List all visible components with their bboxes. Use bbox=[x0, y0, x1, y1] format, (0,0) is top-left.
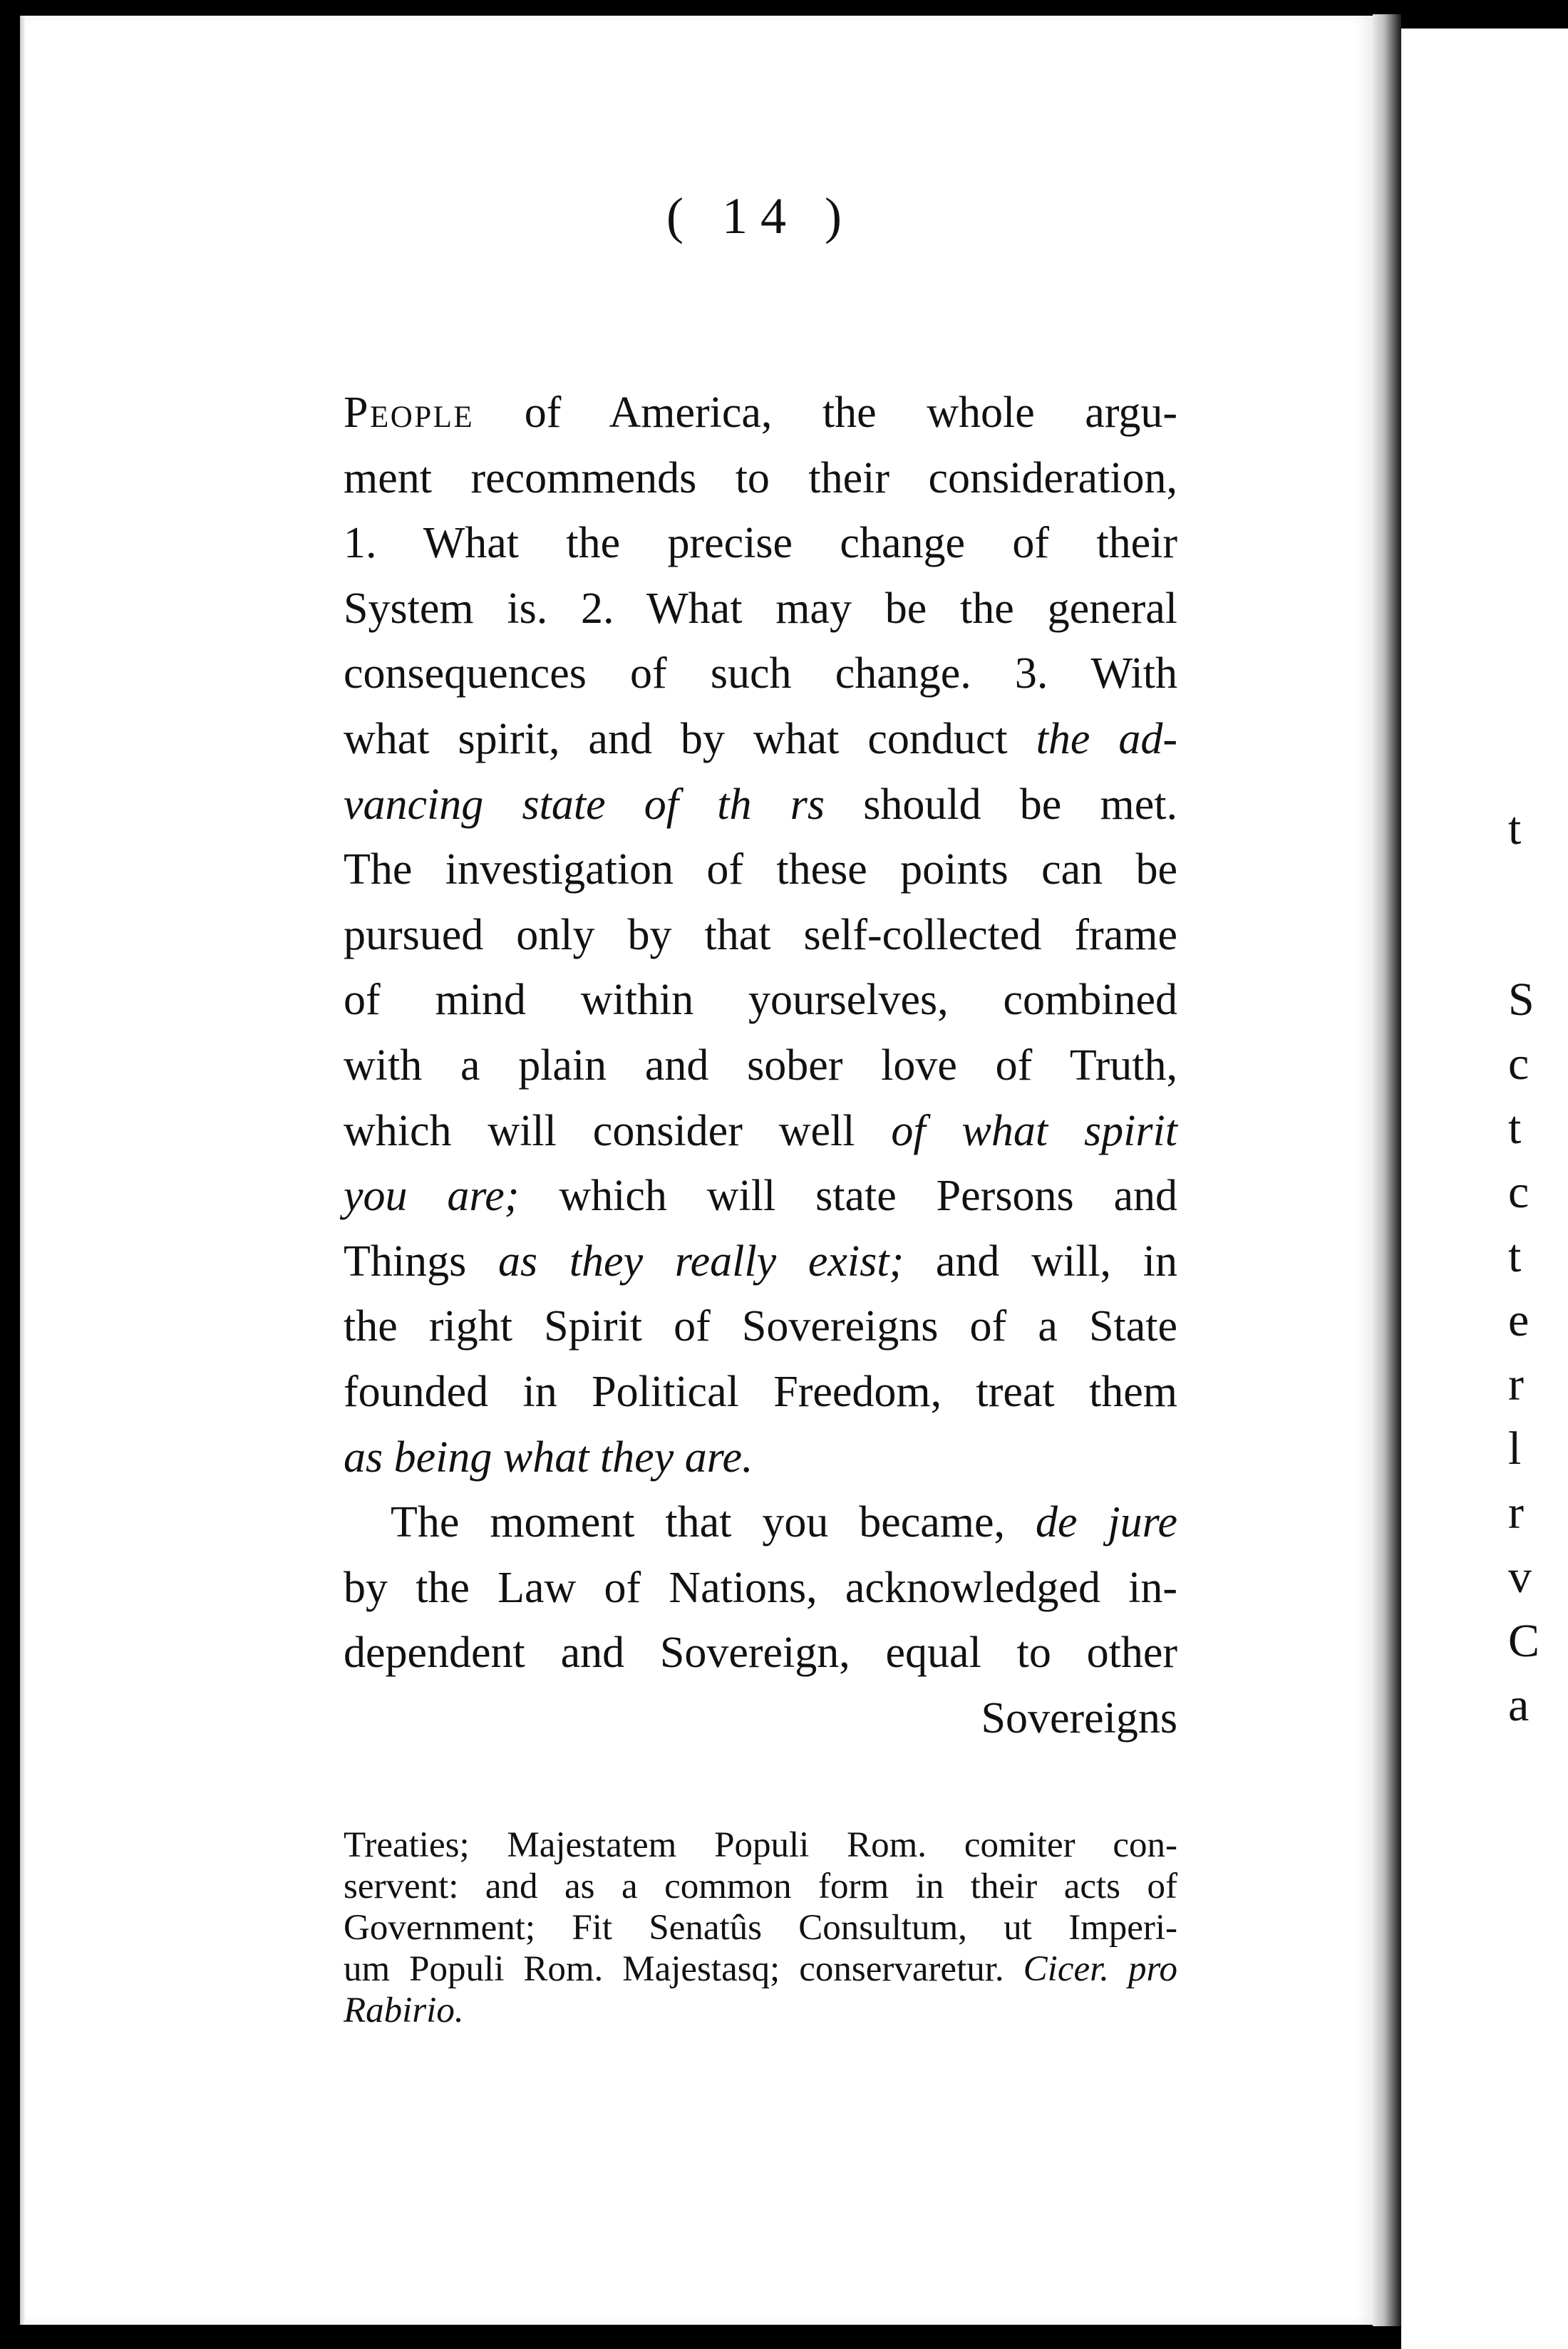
text-run: Things bbox=[344, 1237, 498, 1286]
text-run: 1. What the precise change of their bbox=[344, 519, 1177, 568]
text-run: should be met. bbox=[824, 780, 1178, 829]
page-fold-edge bbox=[1373, 14, 1401, 2326]
italic-text: you are; bbox=[344, 1172, 520, 1221]
adjacent-page-letter: a bbox=[1508, 1679, 1530, 1731]
text-run: System is. 2. What may be the general bbox=[344, 584, 1177, 633]
text-run: Sovereigns bbox=[981, 1693, 1177, 1743]
text-run: dependent and Sovereign, equal to other bbox=[344, 1628, 1177, 1678]
text-run: consequences of such change. 3. With bbox=[344, 649, 1177, 698]
footnote-line bbox=[344, 1948, 1177, 1990]
italic-text: of what spirit bbox=[891, 1106, 1177, 1155]
adjacent-page-letter: r bbox=[1508, 1487, 1524, 1539]
italic-text: Cicer. pro bbox=[1023, 1949, 1178, 1989]
text-run: ment recommends to their consideration, bbox=[344, 453, 1177, 502]
text-line bbox=[344, 1556, 1177, 1621]
text-run: which will consider well bbox=[344, 1106, 892, 1155]
page-gutter-shadow bbox=[20, 16, 26, 2325]
text-line bbox=[344, 1294, 1177, 1360]
text-run: of mind within yourselves, combined bbox=[344, 976, 1177, 1025]
text-run: Treaties; Majestatem Populi Rom. comiter con- bbox=[344, 1825, 1177, 1865]
text-run: The moment that you became, bbox=[391, 1498, 1036, 1547]
text-line bbox=[344, 1686, 1177, 1752]
adjacent-page-letter: e bbox=[1508, 1294, 1530, 1346]
text-line bbox=[344, 837, 1177, 903]
text-run: which will state Persons and bbox=[519, 1172, 1178, 1221]
text-run: of America, the whole argu- bbox=[474, 388, 1177, 437]
text-run: the right Spirit of Sovereigns of a State bbox=[344, 1302, 1177, 1351]
text-line bbox=[344, 1033, 1177, 1099]
text-line bbox=[344, 707, 1177, 773]
text-line bbox=[344, 968, 1177, 1033]
adjacent-page-letter: r bbox=[1508, 1358, 1524, 1410]
adjacent-page-letter: t bbox=[1508, 802, 1522, 855]
text-run: and will, in bbox=[904, 1237, 1178, 1286]
text-run: by the Law of Nations, acknowledged in- bbox=[344, 1563, 1177, 1612]
italic-text: as they really exist; bbox=[497, 1237, 904, 1286]
body-text bbox=[344, 381, 1177, 1751]
text-run: The investigation of these points can be bbox=[344, 845, 1177, 894]
text-line bbox=[344, 381, 1177, 446]
text-line bbox=[344, 1360, 1177, 1425]
adjacent-page-letter: c bbox=[1508, 1166, 1530, 1218]
footnote-line bbox=[344, 1866, 1177, 1907]
adjacent-page-fragment bbox=[1401, 29, 1568, 2349]
text-run: um Populi Rom. Majestasq; conservaretur. bbox=[344, 1949, 1023, 1989]
text-run: pursued only by that self-collected frame bbox=[344, 910, 1177, 959]
text-run: founded in Political Freedom, treat them bbox=[344, 1367, 1177, 1416]
text-line bbox=[344, 903, 1177, 969]
text-run: servent: and as a common form in their acts of bbox=[344, 1867, 1177, 1906]
adjacent-page-letter: S bbox=[1508, 974, 1535, 1026]
text-run: Government; Fit Senatûs Consultum, ut Imperi- bbox=[344, 1908, 1177, 1948]
italic-text: Rabirio. bbox=[344, 1991, 464, 2030]
footnote-line bbox=[344, 1907, 1177, 1948]
text-line bbox=[344, 577, 1177, 642]
text-line bbox=[344, 446, 1177, 512]
text-line bbox=[344, 511, 1177, 577]
italic-text: the ad- bbox=[1036, 714, 1177, 763]
italic-text: de jure bbox=[1035, 1498, 1177, 1547]
text-line bbox=[344, 1164, 1177, 1229]
text-run: with a plain and sober love of Truth, bbox=[344, 1041, 1177, 1090]
italic-text: vancing state of th rs bbox=[344, 780, 825, 829]
page-number: ( 14 ) bbox=[666, 187, 855, 244]
text-line bbox=[344, 773, 1177, 838]
adjacent-page-letter: v bbox=[1508, 1551, 1532, 1603]
text-line bbox=[344, 1229, 1177, 1295]
footnote bbox=[344, 1824, 1177, 2031]
adjacent-page-letter: c bbox=[1508, 1038, 1530, 1090]
adjacent-page-letter: t bbox=[1508, 1102, 1522, 1154]
adjacent-page-letter: C bbox=[1508, 1615, 1540, 1667]
text-line bbox=[344, 1099, 1177, 1165]
text-line bbox=[344, 1490, 1177, 1556]
footnote-line bbox=[344, 1990, 1177, 2031]
text-line bbox=[344, 1621, 1177, 1686]
text-line bbox=[344, 641, 1177, 707]
small-caps-text: People bbox=[344, 388, 475, 437]
footnote-line bbox=[344, 1824, 1177, 1866]
adjacent-page-letter: t bbox=[1508, 1230, 1522, 1282]
adjacent-page-letter: l bbox=[1508, 1423, 1522, 1475]
italic-text: as being what they are. bbox=[344, 1432, 753, 1482]
text-line bbox=[344, 1425, 1177, 1491]
text-run: what spirit, and by what conduct bbox=[344, 714, 1036, 763]
